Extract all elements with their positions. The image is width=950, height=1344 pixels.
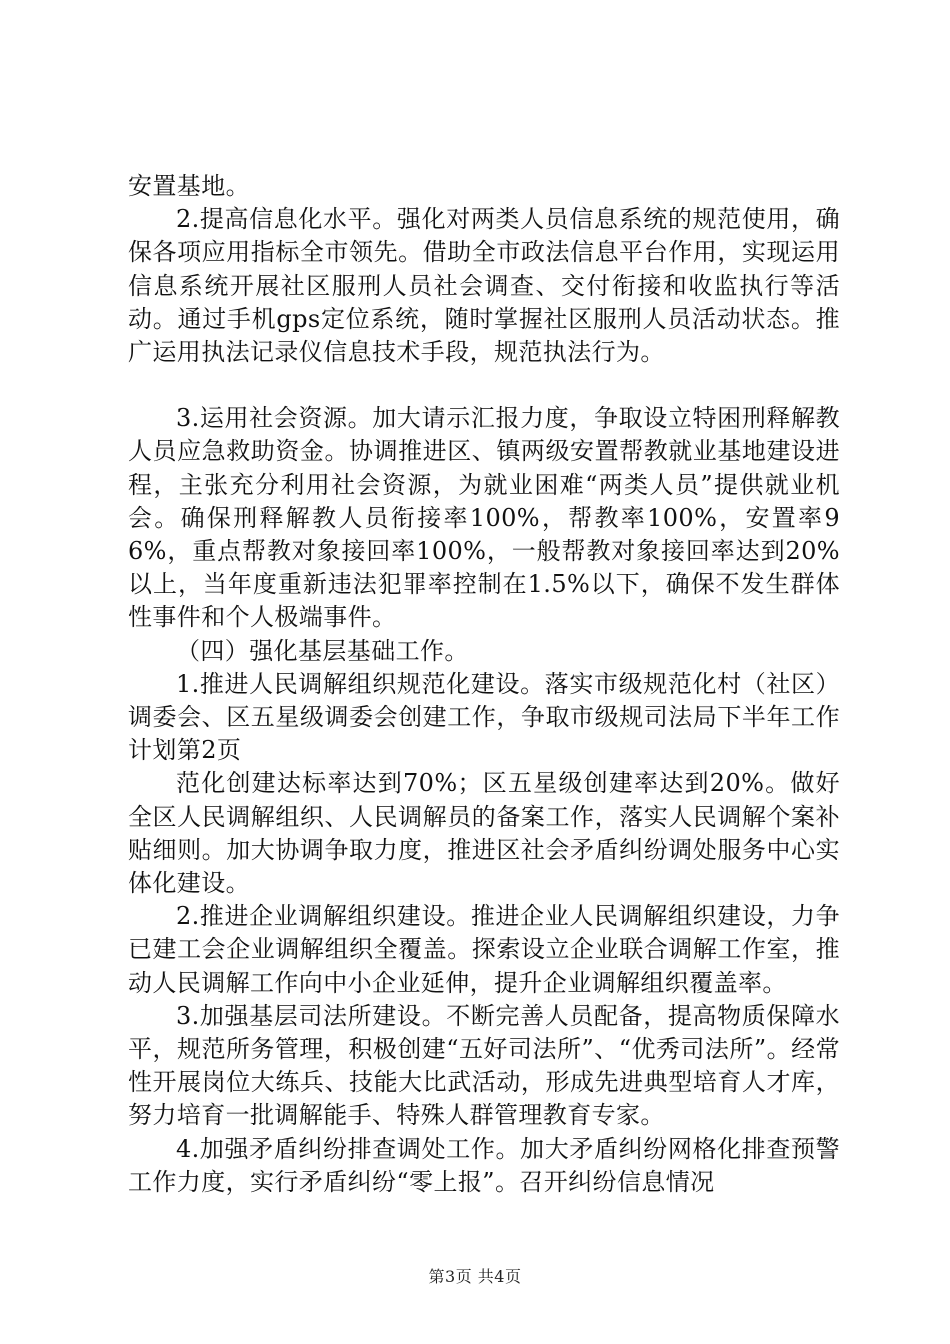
paragraph-continuation: 安置基地。 (128, 172, 250, 200)
section-heading-grassroots: （四）强化基层基础工作。 (176, 636, 469, 665)
paragraph-standardization-rate: 范化创建达标率达到70%；区五星级创建率达到20%。做好全区人民调解组织、人民调解员的备案工作，落实人民调解个案补贴细则。加大协调争取力度，推进区社会矛盾纠纷调处服务中心实体化建设。 (128, 769, 840, 898)
paragraph-dispute-screening: 4.加强矛盾纠纷排查调处工作。加大矛盾纠纷网格化排查预警工作力度，实行矛盾纠纷“零上报”。召开纠纷信息情况 (128, 1134, 840, 1196)
paragraph-social-resources: 3.运用社会资源。加大请示汇报力度，争取设立特困刑释解教人员应急救助资金。协调推进区、镇两级安置帮教就业基地建设进程，主张充分利用社会资源，为就业困难“两类人员”提供就业机会。确保刑释解教人员衔接率100%，帮教率100%，安置率96%，重点帮教对象接回率100%，一般帮教对象接回率达到20%以上，当年度重新违法犯罪率控制在1.5%以下，确保不发生群体性事件和个人极端事件。 (128, 404, 840, 632)
paragraph-informatization: 2.提高信息化水平。强化对两类人员信息系统的规范使用，确保各项应用指标全市领先。借助全市政法信息平台作用，实现运用信息系统开展社区服刑人员社会调查、交付衔接和收监执行等活动。通过手机gps定位系统，随时掌握社区服刑人员活动状态。推广运用执法记录仪信息技术手段，规范执法行为。 (128, 205, 840, 367)
paragraph-judicial-office: 3.加强基层司法所建设。不断完善人员配备，提高物质保障水平，规范所务管理，积极创建“五好司法所”、“优秀司法所”。经常性开展岗位大练兵、技能大比武活动，形成先进典型培育人才库，努力培育一批调解能手、特殊人群管理教育专家。 (128, 1001, 840, 1130)
document-body (128, 170, 840, 1199)
page-footer: 第3页 共4页 (428, 1267, 522, 1286)
paragraph-mediation-standardization: 1.推进人民调解组织规范化建设。落实市级规范化村（社区）调委会、区五星级调委会创建工作，争取市级规司法局下半年工作计划第2页 (128, 669, 840, 765)
paragraph-enterprise-mediation: 2.推进企业调解组织建设。推进企业人民调解组织建设，力争已建工会企业调解组织全覆盖。探索设立企业联合调解工作室，推动人民调解工作向中小企业延伸，提升企业调解组织覆盖率。 (128, 902, 840, 997)
